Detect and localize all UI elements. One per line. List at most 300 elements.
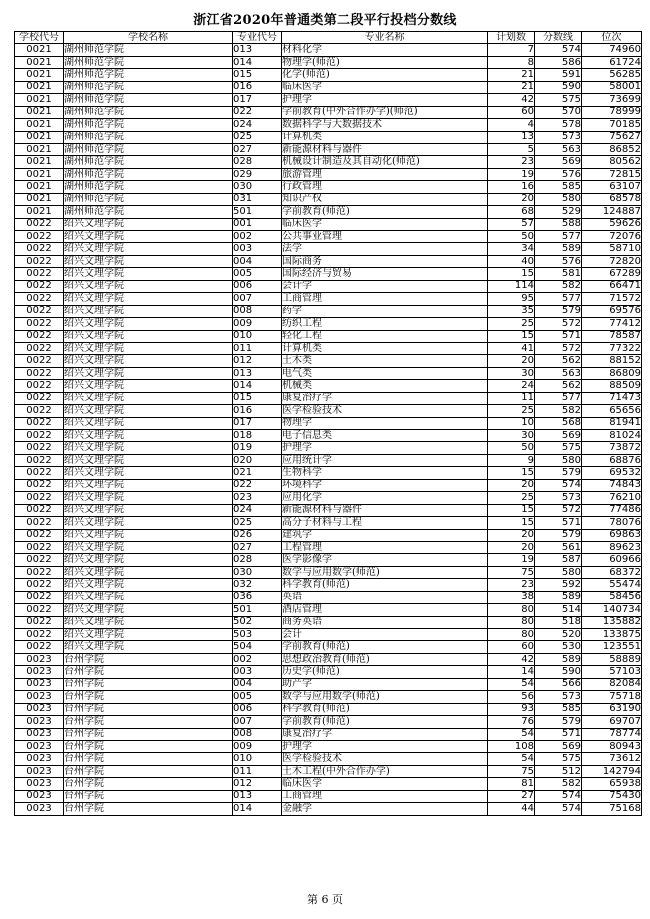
- score-line-cell: 573: [535, 131, 582, 143]
- score-line-cell: 562: [535, 380, 582, 392]
- major-code-cell: 009: [233, 740, 282, 752]
- plan-count-cell: 8: [488, 56, 535, 68]
- school-code-cell: 0021: [15, 156, 64, 168]
- score-line-cell: 569: [535, 430, 582, 442]
- score-line-cell: 575: [535, 94, 582, 106]
- major-name-cell: 科学教育(师范): [282, 579, 488, 591]
- plan-count-cell: 15: [488, 517, 535, 529]
- plan-count-cell: 24: [488, 380, 535, 392]
- score-line-cell: 582: [535, 405, 582, 417]
- school-name-cell: 绍兴文理学院: [64, 541, 233, 553]
- major-name-cell: 建筑学: [282, 529, 488, 541]
- school-name-cell: 湖州师范学院: [64, 94, 233, 106]
- rank-cell: 59626: [582, 218, 642, 230]
- major-name-cell: 物理学: [282, 417, 488, 429]
- school-code-cell: 0022: [15, 243, 64, 255]
- table-row: [15, 740, 642, 752]
- rank-cell: 78587: [582, 330, 642, 342]
- score-line-cell: 571: [535, 330, 582, 342]
- school-name-cell: 台州学院: [64, 728, 233, 740]
- rank-cell: 78076: [582, 517, 642, 529]
- school-name-cell: 绍兴文理学院: [64, 330, 233, 342]
- score-line-cell: 576: [535, 255, 582, 267]
- major-code-cell: 028: [233, 554, 282, 566]
- major-code-cell: 004: [233, 255, 282, 267]
- major-name-cell: 应用统计学: [282, 454, 488, 466]
- school-code-cell: 0023: [15, 703, 64, 715]
- school-code-cell: 0023: [15, 691, 64, 703]
- school-code-cell: 0022: [15, 255, 64, 267]
- major-code-cell: 029: [233, 168, 282, 180]
- school-code-cell: 0021: [15, 119, 64, 131]
- major-name-cell: 酒店管理: [282, 604, 488, 616]
- plan-count-cell: 23: [488, 579, 535, 591]
- school-code-cell: 0022: [15, 554, 64, 566]
- plan-count-cell: 50: [488, 231, 535, 243]
- score-line-cell: 572: [535, 504, 582, 516]
- plan-count-cell: 41: [488, 342, 535, 354]
- table-row: [15, 367, 642, 379]
- table-row: [15, 479, 642, 491]
- major-code-cell: 020: [233, 454, 282, 466]
- plan-count-cell: 60: [488, 106, 535, 118]
- table-row: [15, 591, 642, 603]
- table-row: [15, 529, 642, 541]
- school-name-cell: 绍兴文理学院: [64, 442, 233, 454]
- plan-count-cell: 5: [488, 143, 535, 155]
- major-name-cell: 新能源材料与器件: [282, 143, 488, 155]
- school-code-cell: 0021: [15, 168, 64, 180]
- table-row: [15, 666, 642, 678]
- plan-count-cell: 54: [488, 753, 535, 765]
- school-name-cell: 台州学院: [64, 803, 233, 815]
- major-code-cell: 008: [233, 305, 282, 317]
- table-row: [15, 405, 642, 417]
- major-name-cell: 国际商务: [282, 255, 488, 267]
- school-code-cell: 0021: [15, 193, 64, 205]
- table-row: [15, 728, 642, 740]
- major-name-cell: 数据科学与大数据技术: [282, 119, 488, 131]
- major-code-cell: 003: [233, 243, 282, 255]
- major-code-cell: 013: [233, 790, 282, 802]
- school-name-cell: 绍兴文理学院: [64, 454, 233, 466]
- major-name-cell: 会计学: [282, 280, 488, 292]
- score-line-cell: 591: [535, 69, 582, 81]
- school-code-cell: 0023: [15, 728, 64, 740]
- table-row: [15, 517, 642, 529]
- plan-count-cell: 80: [488, 629, 535, 641]
- major-name-cell: 医学检验技术: [282, 405, 488, 417]
- school-code-cell: 0023: [15, 666, 64, 678]
- school-name-cell: 绍兴文理学院: [64, 280, 233, 292]
- rank-cell: 75627: [582, 131, 642, 143]
- score-line-cell: 563: [535, 367, 582, 379]
- school-name-cell: 绍兴文理学院: [64, 255, 233, 267]
- rank-cell: 73612: [582, 753, 642, 765]
- table-row: [15, 280, 642, 292]
- plan-count-cell: 35: [488, 305, 535, 317]
- score-line-cell: 580: [535, 193, 582, 205]
- school-code-cell: 0022: [15, 454, 64, 466]
- major-name-cell: 机械设计制造及其自动化(师范): [282, 156, 488, 168]
- table-row: [15, 778, 642, 790]
- major-code-cell: 005: [233, 268, 282, 280]
- rank-cell: 74843: [582, 479, 642, 491]
- plan-count-cell: 23: [488, 156, 535, 168]
- plan-count-cell: 42: [488, 653, 535, 665]
- table-row: [15, 156, 642, 168]
- school-code-cell: 0021: [15, 94, 64, 106]
- score-line-cell: 563: [535, 143, 582, 155]
- rank-cell: 140734: [582, 604, 642, 616]
- major-name-cell: 工程管理: [282, 541, 488, 553]
- plan-count-cell: 9: [488, 454, 535, 466]
- major-code-cell: 027: [233, 143, 282, 155]
- plan-count-cell: 20: [488, 355, 535, 367]
- plan-count-cell: 54: [488, 728, 535, 740]
- rank-cell: 63190: [582, 703, 642, 715]
- major-name-cell: 学前教育(师范): [282, 206, 488, 218]
- major-code-cell: 004: [233, 678, 282, 690]
- major-code-cell: 006: [233, 703, 282, 715]
- major-code-cell: 006: [233, 280, 282, 292]
- major-code-cell: 036: [233, 591, 282, 603]
- rank-cell: 58889: [582, 653, 642, 665]
- major-name-cell: 电子信息类: [282, 430, 488, 442]
- major-code-cell: 007: [233, 293, 282, 305]
- plan-count-cell: 7: [488, 44, 535, 56]
- major-code-cell: 019: [233, 442, 282, 454]
- score-line-cell: 575: [535, 753, 582, 765]
- score-line-cell: 569: [535, 156, 582, 168]
- school-name-cell: 绍兴文理学院: [64, 591, 233, 603]
- rank-cell: 77412: [582, 318, 642, 330]
- table-row: [15, 579, 642, 591]
- school-code-cell: 0023: [15, 803, 64, 815]
- score-line-cell: 514: [535, 604, 582, 616]
- school-code-cell: 0022: [15, 529, 64, 541]
- table-row: [15, 305, 642, 317]
- rank-cell: 67289: [582, 268, 642, 280]
- major-code-cell: 001: [233, 218, 282, 230]
- major-name-cell: 土木类: [282, 355, 488, 367]
- header-score-line: 分数线: [535, 32, 582, 44]
- school-code-cell: 0023: [15, 716, 64, 728]
- table-row: [15, 193, 642, 205]
- school-code-cell: 0022: [15, 293, 64, 305]
- score-line-cell: 571: [535, 728, 582, 740]
- school-code-cell: 0022: [15, 380, 64, 392]
- plan-count-cell: 20: [488, 479, 535, 491]
- plan-count-cell: 10: [488, 417, 535, 429]
- plan-count-cell: 20: [488, 193, 535, 205]
- school-code-cell: 0023: [15, 765, 64, 777]
- table-row: [15, 430, 642, 442]
- rank-cell: 81024: [582, 430, 642, 442]
- school-name-cell: 绍兴文理学院: [64, 293, 233, 305]
- table-row: [15, 293, 642, 305]
- plan-count-cell: 38: [488, 591, 535, 603]
- page-number: 第 6 页: [307, 893, 343, 906]
- rank-cell: 80943: [582, 740, 642, 752]
- school-name-cell: 绍兴文理学院: [64, 529, 233, 541]
- rank-cell: 71473: [582, 392, 642, 404]
- rank-cell: 88509: [582, 380, 642, 392]
- school-name-cell: 绍兴文理学院: [64, 504, 233, 516]
- rank-cell: 73699: [582, 94, 642, 106]
- school-code-cell: 0022: [15, 591, 64, 603]
- school-name-cell: 绍兴文理学院: [64, 554, 233, 566]
- school-name-cell: 台州学院: [64, 778, 233, 790]
- plan-count-cell: 30: [488, 367, 535, 379]
- major-code-cell: 013: [233, 44, 282, 56]
- plan-count-cell: 108: [488, 740, 535, 752]
- school-code-cell: 0021: [15, 56, 64, 68]
- major-name-cell: 康复治疗学: [282, 728, 488, 740]
- major-name-cell: 工商管理: [282, 293, 488, 305]
- school-name-cell: 湖州师范学院: [64, 81, 233, 93]
- rank-cell: 73872: [582, 442, 642, 454]
- plan-count-cell: 76: [488, 716, 535, 728]
- table-row: [15, 218, 642, 230]
- rank-cell: 58710: [582, 243, 642, 255]
- rank-cell: 142794: [582, 765, 642, 777]
- plan-count-cell: 25: [488, 492, 535, 504]
- rank-cell: 72076: [582, 231, 642, 243]
- plan-count-cell: 11: [488, 392, 535, 404]
- plan-count-cell: 15: [488, 504, 535, 516]
- school-name-cell: 绍兴文理学院: [64, 318, 233, 330]
- major-name-cell: 材料化学: [282, 44, 488, 56]
- rank-cell: 69576: [582, 305, 642, 317]
- major-code-cell: 011: [233, 765, 282, 777]
- plan-count-cell: 60: [488, 641, 535, 653]
- major-name-cell: 计算机类: [282, 342, 488, 354]
- table-row: [15, 131, 642, 143]
- rank-cell: 68876: [582, 454, 642, 466]
- major-name-cell: 纺织工程: [282, 318, 488, 330]
- header-plan-count: 计划数: [488, 32, 535, 44]
- major-name-cell: 药学: [282, 305, 488, 317]
- rank-cell: 78774: [582, 728, 642, 740]
- school-code-cell: 0022: [15, 280, 64, 292]
- plan-count-cell: 68: [488, 206, 535, 218]
- rank-cell: 133875: [582, 629, 642, 641]
- rank-cell: 124887: [582, 206, 642, 218]
- school-code-cell: 0022: [15, 641, 64, 653]
- school-name-cell: 台州学院: [64, 691, 233, 703]
- school-code-cell: 0023: [15, 790, 64, 802]
- major-code-cell: 026: [233, 529, 282, 541]
- rank-cell: 56285: [582, 69, 642, 81]
- school-code-cell: 0022: [15, 417, 64, 429]
- rank-cell: 76210: [582, 492, 642, 504]
- table-row: [15, 467, 642, 479]
- school-code-cell: 0021: [15, 181, 64, 193]
- major-code-cell: 021: [233, 467, 282, 479]
- table-header-row: [15, 32, 642, 44]
- school-name-cell: 台州学院: [64, 666, 233, 678]
- header-school-code: 学校代号: [15, 32, 64, 44]
- plan-count-cell: 44: [488, 803, 535, 815]
- school-code-cell: 0021: [15, 131, 64, 143]
- major-name-cell: 国际经济与贸易: [282, 268, 488, 280]
- plan-count-cell: 15: [488, 467, 535, 479]
- school-name-cell: 湖州师范学院: [64, 56, 233, 68]
- score-line-cell: 577: [535, 293, 582, 305]
- major-name-cell: 学前教育(师范): [282, 641, 488, 653]
- table-row: [15, 454, 642, 466]
- major-code-cell: 028: [233, 156, 282, 168]
- score-line-cell: 574: [535, 790, 582, 802]
- plan-count-cell: 19: [488, 168, 535, 180]
- major-code-cell: 012: [233, 355, 282, 367]
- school-code-cell: 0022: [15, 541, 64, 553]
- score-line-cell: 573: [535, 691, 582, 703]
- school-name-cell: 湖州师范学院: [64, 156, 233, 168]
- rank-cell: 75430: [582, 790, 642, 802]
- score-line-cell: 577: [535, 231, 582, 243]
- major-code-cell: 503: [233, 629, 282, 641]
- table-row: [15, 803, 642, 815]
- plan-count-cell: 75: [488, 765, 535, 777]
- plan-count-cell: 81: [488, 778, 535, 790]
- major-name-cell: 医学检验技术: [282, 753, 488, 765]
- table-row: [15, 541, 642, 553]
- major-name-cell: 轻化工程: [282, 330, 488, 342]
- rank-cell: 78999: [582, 106, 642, 118]
- major-name-cell: 电气类: [282, 367, 488, 379]
- score-line-cell: 518: [535, 616, 582, 628]
- major-code-cell: 030: [233, 566, 282, 578]
- major-name-cell: 环境科学: [282, 479, 488, 491]
- major-name-cell: 高分子材料与工程: [282, 517, 488, 529]
- school-code-cell: 0023: [15, 740, 64, 752]
- school-name-cell: 绍兴文理学院: [64, 417, 233, 429]
- rank-cell: 72815: [582, 168, 642, 180]
- major-code-cell: 011: [233, 342, 282, 354]
- score-line-cell: 577: [535, 392, 582, 404]
- score-line-cell: 520: [535, 629, 582, 641]
- rank-cell: 81941: [582, 417, 642, 429]
- score-line-cell: 573: [535, 492, 582, 504]
- school-code-cell: 0023: [15, 778, 64, 790]
- table-row: [15, 268, 642, 280]
- major-name-cell: 会计: [282, 629, 488, 641]
- school-name-cell: 绍兴文理学院: [64, 218, 233, 230]
- major-name-cell: 历史学(师范): [282, 666, 488, 678]
- plan-count-cell: 19: [488, 554, 535, 566]
- major-code-cell: 002: [233, 653, 282, 665]
- score-line-cell: 572: [535, 342, 582, 354]
- rank-cell: 80562: [582, 156, 642, 168]
- plan-count-cell: 93: [488, 703, 535, 715]
- school-name-cell: 台州学院: [64, 740, 233, 752]
- major-name-cell: 应用化学: [282, 492, 488, 504]
- table-row: [15, 641, 642, 653]
- major-code-cell: 018: [233, 430, 282, 442]
- table-row: [15, 492, 642, 504]
- major-name-cell: 公共事业管理: [282, 231, 488, 243]
- score-line-cell: 590: [535, 81, 582, 93]
- major-code-cell: 024: [233, 504, 282, 516]
- table-row: [15, 318, 642, 330]
- major-code-cell: 024: [233, 119, 282, 131]
- score-line-cell: 589: [535, 653, 582, 665]
- rank-cell: 74960: [582, 44, 642, 56]
- score-line-cell: 578: [535, 119, 582, 131]
- school-name-cell: 湖州师范学院: [64, 143, 233, 155]
- school-code-cell: 0022: [15, 305, 64, 317]
- major-code-cell: 025: [233, 517, 282, 529]
- major-code-cell: 005: [233, 691, 282, 703]
- major-name-cell: 临床医学: [282, 778, 488, 790]
- school-code-cell: 0022: [15, 579, 64, 591]
- score-line-cell: 592: [535, 579, 582, 591]
- major-code-cell: 008: [233, 728, 282, 740]
- major-name-cell: 知识产权: [282, 193, 488, 205]
- school-name-cell: 湖州师范学院: [64, 106, 233, 118]
- school-code-cell: 0022: [15, 268, 64, 280]
- plan-count-cell: 16: [488, 181, 535, 193]
- school-name-cell: 台州学院: [64, 753, 233, 765]
- school-code-cell: 0022: [15, 342, 64, 354]
- score-line-cell: 512: [535, 765, 582, 777]
- score-line-cell: 572: [535, 318, 582, 330]
- table-row: [15, 231, 642, 243]
- plan-count-cell: 56: [488, 691, 535, 703]
- school-name-cell: 绍兴文理学院: [64, 305, 233, 317]
- major-code-cell: 030: [233, 181, 282, 193]
- school-code-cell: 0022: [15, 566, 64, 578]
- school-name-cell: 绍兴文理学院: [64, 629, 233, 641]
- major-name-cell: 助产学: [282, 678, 488, 690]
- major-name-cell: 金融学: [282, 803, 488, 815]
- score-line-cell: 566: [535, 678, 582, 690]
- plan-count-cell: 21: [488, 81, 535, 93]
- plan-count-cell: 15: [488, 268, 535, 280]
- major-code-cell: 010: [233, 330, 282, 342]
- table-row: [15, 94, 642, 106]
- table-row: [15, 106, 642, 118]
- school-name-cell: 台州学院: [64, 678, 233, 690]
- table-row: [15, 629, 642, 641]
- score-line-cell: 590: [535, 666, 582, 678]
- school-name-cell: 绍兴文理学院: [64, 405, 233, 417]
- plan-count-cell: 80: [488, 604, 535, 616]
- plan-count-cell: 21: [488, 69, 535, 81]
- table-row: [15, 181, 642, 193]
- school-name-cell: 绍兴文理学院: [64, 355, 233, 367]
- major-code-cell: 003: [233, 666, 282, 678]
- school-name-cell: 绍兴文理学院: [64, 430, 233, 442]
- table-row: [15, 355, 642, 367]
- major-name-cell: 机械类: [282, 380, 488, 392]
- rank-cell: 61724: [582, 56, 642, 68]
- major-name-cell: 护理学: [282, 94, 488, 106]
- major-code-cell: 014: [233, 803, 282, 815]
- major-code-cell: 002: [233, 231, 282, 243]
- rank-cell: 69863: [582, 529, 642, 541]
- school-name-cell: 绍兴文理学院: [64, 231, 233, 243]
- table-row: [15, 716, 642, 728]
- school-code-cell: 0022: [15, 504, 64, 516]
- major-name-cell: 土木工程(中外合作办学): [282, 765, 488, 777]
- school-code-cell: 0022: [15, 367, 64, 379]
- plan-count-cell: 75: [488, 566, 535, 578]
- major-name-cell: 物理学(师范): [282, 56, 488, 68]
- major-name-cell: 学前教育(中外合作办学)(师范): [282, 106, 488, 118]
